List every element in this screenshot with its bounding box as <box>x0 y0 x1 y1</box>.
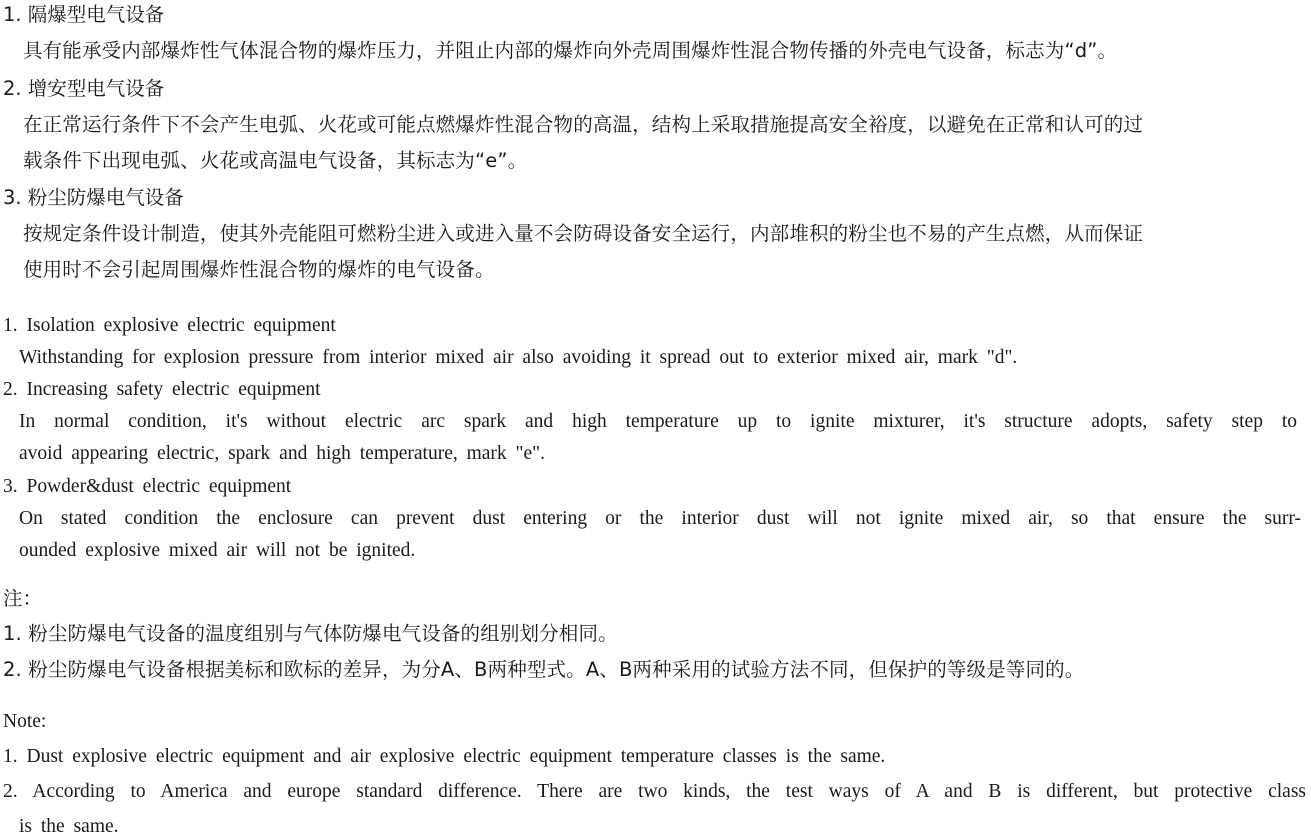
en-note-2-line-2: is the same. <box>19 816 119 837</box>
cn-heading-2: 2. 增安型电气设备 <box>3 77 165 100</box>
en-notes-title: Note: <box>3 711 47 732</box>
cn-note-1: 1. 粉尘防爆电气设备的温度组别与气体防爆电气设备的组别划分相同。 <box>3 622 618 645</box>
cn-heading-1: 1. 隔爆型电气设备 <box>3 3 165 26</box>
en-paragraph-2-line-1: In normal condition, it's without electric arc spark and high temperature up to ignite mixturer, it's structure adopts, safety step to <box>19 411 1297 432</box>
en-note-1: 1. Dust explosive electric equipment and air explosive electric equipment temperature classes is the same. <box>3 746 886 767</box>
en-heading-2: 2. Increasing safety electric equipment <box>3 379 321 400</box>
cn-paragraph-3-line-2: 使用时不会引起周围爆炸性混合物的爆炸的电气设备。 <box>23 258 495 281</box>
cn-paragraph-1-line-1: 具有能承受内部爆炸性气体混合物的爆炸压力，并阻止内部的爆炸向外壳周围爆炸性混合物传播的外壳电气设备，标志为“d”。 <box>23 39 1118 62</box>
en-heading-3: 3. Powder&dust electric equipment <box>3 476 292 497</box>
en-paragraph-2-line-2: avoid appearing electric, spark and high temperature, mark "e". <box>19 443 546 464</box>
en-paragraph-1-line-1: Withstanding for explosion pressure from interior mixed air also avoiding it spread out to exterior mixed air, mark "d". <box>19 347 1018 368</box>
cn-notes-title: 注： <box>3 587 43 610</box>
cn-paragraph-3-line-1: 按规定条件设计制造，使其外壳能阻可燃粉尘进入或进入量不会防碍设备安全运行，内部堆积的粉尘也不易的产生点燃，从而保证 <box>23 222 1144 245</box>
cn-paragraph-2-line-2: 载条件下出现电弧、火花或高温电气设备，其标志为“e”。 <box>23 149 528 172</box>
en-paragraph-3-line-1: On stated condition the enclosure can prevent dust entering or the interior dust will not ignite mixed air, so that ensure the surr- <box>19 508 1301 529</box>
cn-heading-3: 3. 粉尘防爆电气设备 <box>3 186 184 209</box>
en-paragraph-3-line-2: ounded explosive mixed air will not be ignited. <box>19 540 416 561</box>
cn-paragraph-2-line-1: 在正常运行条件下不会产生电弧、火花或可能点燃爆炸性混合物的高温，结构上采取措施提高安全裕度，以避免在正常和认可的过 <box>23 113 1144 136</box>
en-note-2-line-1: 2. According to America and europe standard difference. There are two kinds, the test ways of A and B is different, but protective class <box>3 781 1306 802</box>
en-heading-1: 1. Isolation explosive electric equipment <box>3 315 336 336</box>
cn-note-2: 2. 粉尘防爆电气设备根据美标和欧标的差异，为分A、B两种型式。A、B两种采用的试验方法不同，但保护的等级是等同的。 <box>3 658 1085 681</box>
